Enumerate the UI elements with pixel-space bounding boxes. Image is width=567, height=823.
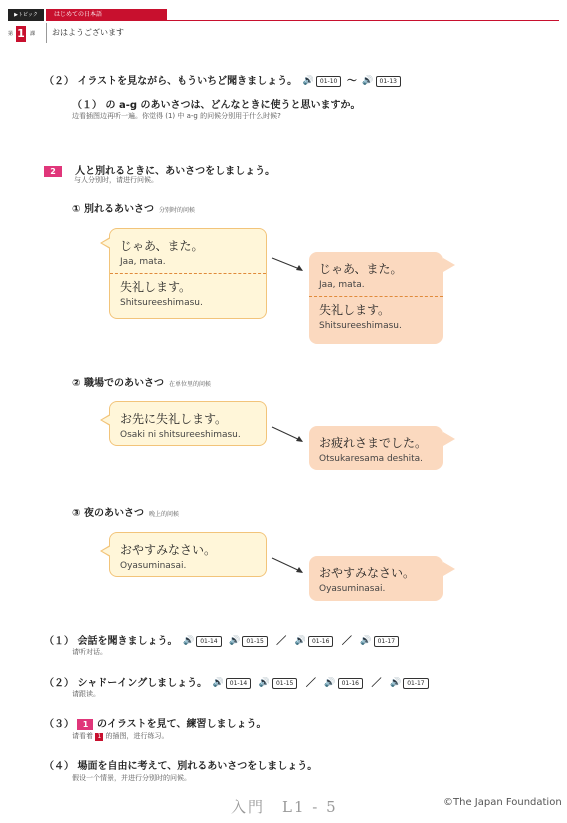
exercise2-text: シャドーイングしましょう。 [77,678,208,689]
q2-text: イラストを見ながら、もういちど聞きましょう。 [77,76,298,87]
lesson-number: 1 [17,27,25,40]
dialogue2-label [72,371,211,390]
bubble-romaji: Osaki ni shitsureeshimasu. [120,430,241,440]
topic-tag: ▶トピック [8,9,44,21]
separator: ／ [305,678,316,689]
dialogue3-label [72,501,179,520]
exercise3-cn-post: 的插图，进行练习。 [105,732,169,740]
bubble-romaji: Shitsureeshimasu. [319,321,402,331]
separator: ／ [341,636,352,647]
bubble-tail [443,562,455,576]
exercise2-chinese: 请跟读。 [72,690,100,698]
bubble-tail [100,545,110,557]
bubble-japanese: 失礼します。 [319,303,391,317]
bubble-japanese: お先に失礼します。 [120,412,228,426]
speaker-icon: 🔊 [182,636,195,646]
audio-button[interactable] [183,636,222,647]
audio-button[interactable] [303,76,342,87]
lesson-prefix: 第 [8,31,14,37]
illustration-badge: 1 [77,719,93,730]
exercise3-cn-pre: 请看着 [72,732,93,740]
header-rule [46,20,559,21]
audio-button[interactable] [295,636,334,647]
exercise3-text: のイラストを見て、練習しましょう。 [96,719,267,730]
section2-title: 人と別れるときに、あいさつをしましょう。 [75,166,276,177]
speech-bubble-right [309,252,443,344]
audio-code: 01-14 [226,678,251,689]
q2-sub-label: （１） [72,100,102,111]
lesson-divider [46,23,47,43]
audio-code: 01-13 [376,76,401,87]
range-tilde: ～ [346,76,357,87]
dialogue1-title: ① 別れるあいさつ [72,204,154,215]
exercise1-label: （１） [44,636,74,647]
exercise4-text: 場面を自由に考えて、別れるあいさつをしましょう。 [77,761,318,772]
arrow-icon [270,555,306,577]
audio-code: 01-16 [308,636,333,647]
audio-code: 01-17 [403,678,428,689]
speaker-icon: 🔊 [389,678,402,688]
section-badge: 2 [44,166,62,177]
speech-bubble-left [109,401,267,446]
speaker-icon: 🔊 [229,636,241,646]
audio-button[interactable] [324,678,363,689]
bubble-romaji: Oyasuminasai. [319,584,386,594]
exercise4-label: （４） [44,761,74,772]
lesson-title: おはようございます [52,28,124,37]
dialogue1-chinese: 分别时的问候 [159,207,196,214]
lesson-marker [8,26,48,42]
bubble-tail [443,432,455,446]
bubble-romaji: Shitsureeshimasu. [120,298,203,308]
dialogue3-title: ③ 夜のあいさつ [72,508,144,519]
q2-instruction [44,72,403,87]
dialogue3-chinese: 晚上的问候 [149,511,180,518]
audio-code: 01-10 [316,76,341,87]
speech-bubble-right [309,426,443,470]
bubble-japanese: おやすみなさい。 [319,566,416,580]
exercise3-label: （３） [44,719,74,730]
speaker-icon: 🔊 [212,678,224,688]
speaker-icon: 🔊 [360,636,372,646]
speaker-icon: 🔊 [294,636,306,646]
arrow-icon [270,424,306,446]
audio-button[interactable] [213,678,252,689]
audio-button[interactable] [259,678,298,689]
bubble-romaji: Jaa, mata. [319,280,365,290]
q2-chinese: 边看插图边再听一遍。你觉得 (1) 中 a-g 的问候分别用于什么时候? [72,112,281,120]
exercise1 [44,632,401,647]
exercise2-label: （２） [44,678,74,689]
speech-bubble-left [109,532,267,577]
dashed-divider [110,273,266,274]
speaker-icon: 🔊 [258,678,270,688]
dialogue2-title: ② 職場でのあいさつ [72,378,164,389]
bubble-japanese: お疲れさまでした。 [319,436,428,450]
audio-button[interactable] [360,636,399,647]
audio-code: 01-16 [338,678,363,689]
page-number: 入門 L1 - 5 [231,798,338,816]
bubble-tail [443,258,455,272]
bubble-romaji: Otsukaresama deshita. [319,454,424,464]
q2-label: （２） [44,76,74,87]
exercise1-text: 会話を聞きましょう。 [77,636,178,647]
dialogue1-label [72,197,195,216]
bubble-japanese: おやすみなさい。 [120,543,217,557]
exercise1-chinese: 请听对话。 [72,648,107,656]
speaker-icon: 🔊 [302,76,314,86]
exercise2 [44,674,431,689]
audio-code: 01-15 [242,636,267,647]
bubble-japanese: じゃあ、また。 [319,262,403,276]
audio-button[interactable] [362,76,401,87]
exercise3 [44,715,266,730]
exercise4-chinese: 假设一个情景，并进行分别时的问候。 [72,774,191,782]
bubble-tail [100,414,110,426]
speech-bubble-right [309,556,443,601]
bubble-romaji: Jaa, mata. [120,257,166,267]
section2-chinese: 与人分别时，请进行问候。 [74,176,158,184]
arrow-icon [270,255,306,275]
speaker-icon: 🔊 [324,678,336,688]
lesson-suffix: 課 [30,31,36,37]
audio-button[interactable] [229,636,268,647]
audio-code: 01-17 [374,636,399,647]
exercise3-chinese [72,731,168,741]
section-title: はじめての日本語 [46,9,167,21]
speaker-icon: 🔊 [362,76,374,86]
separator: ／ [371,678,382,689]
q2-subquestion [72,96,361,111]
bubble-japanese: じゃあ、また。 [120,239,204,253]
illustration-badge-small: 1 [95,733,103,741]
q2-sub-text: の a-g のあいさつは、どんなときに使うと思いますか。 [105,100,361,111]
bubble-romaji: Oyasuminasai. [120,561,187,571]
audio-code: 01-15 [272,678,297,689]
audio-button[interactable] [390,678,429,689]
dashed-divider [309,296,443,297]
speech-bubble-left [109,228,267,319]
copyright: ©The Japan Foundation [443,797,562,808]
bubble-japanese: 失礼します。 [120,280,192,294]
header-bar [0,9,567,21]
separator: ／ [276,636,287,647]
dialogue2-chinese: 在单位里的问候 [169,381,212,388]
bubble-tail [100,237,110,249]
exercise4 [44,757,317,772]
audio-code: 01-14 [196,636,221,647]
